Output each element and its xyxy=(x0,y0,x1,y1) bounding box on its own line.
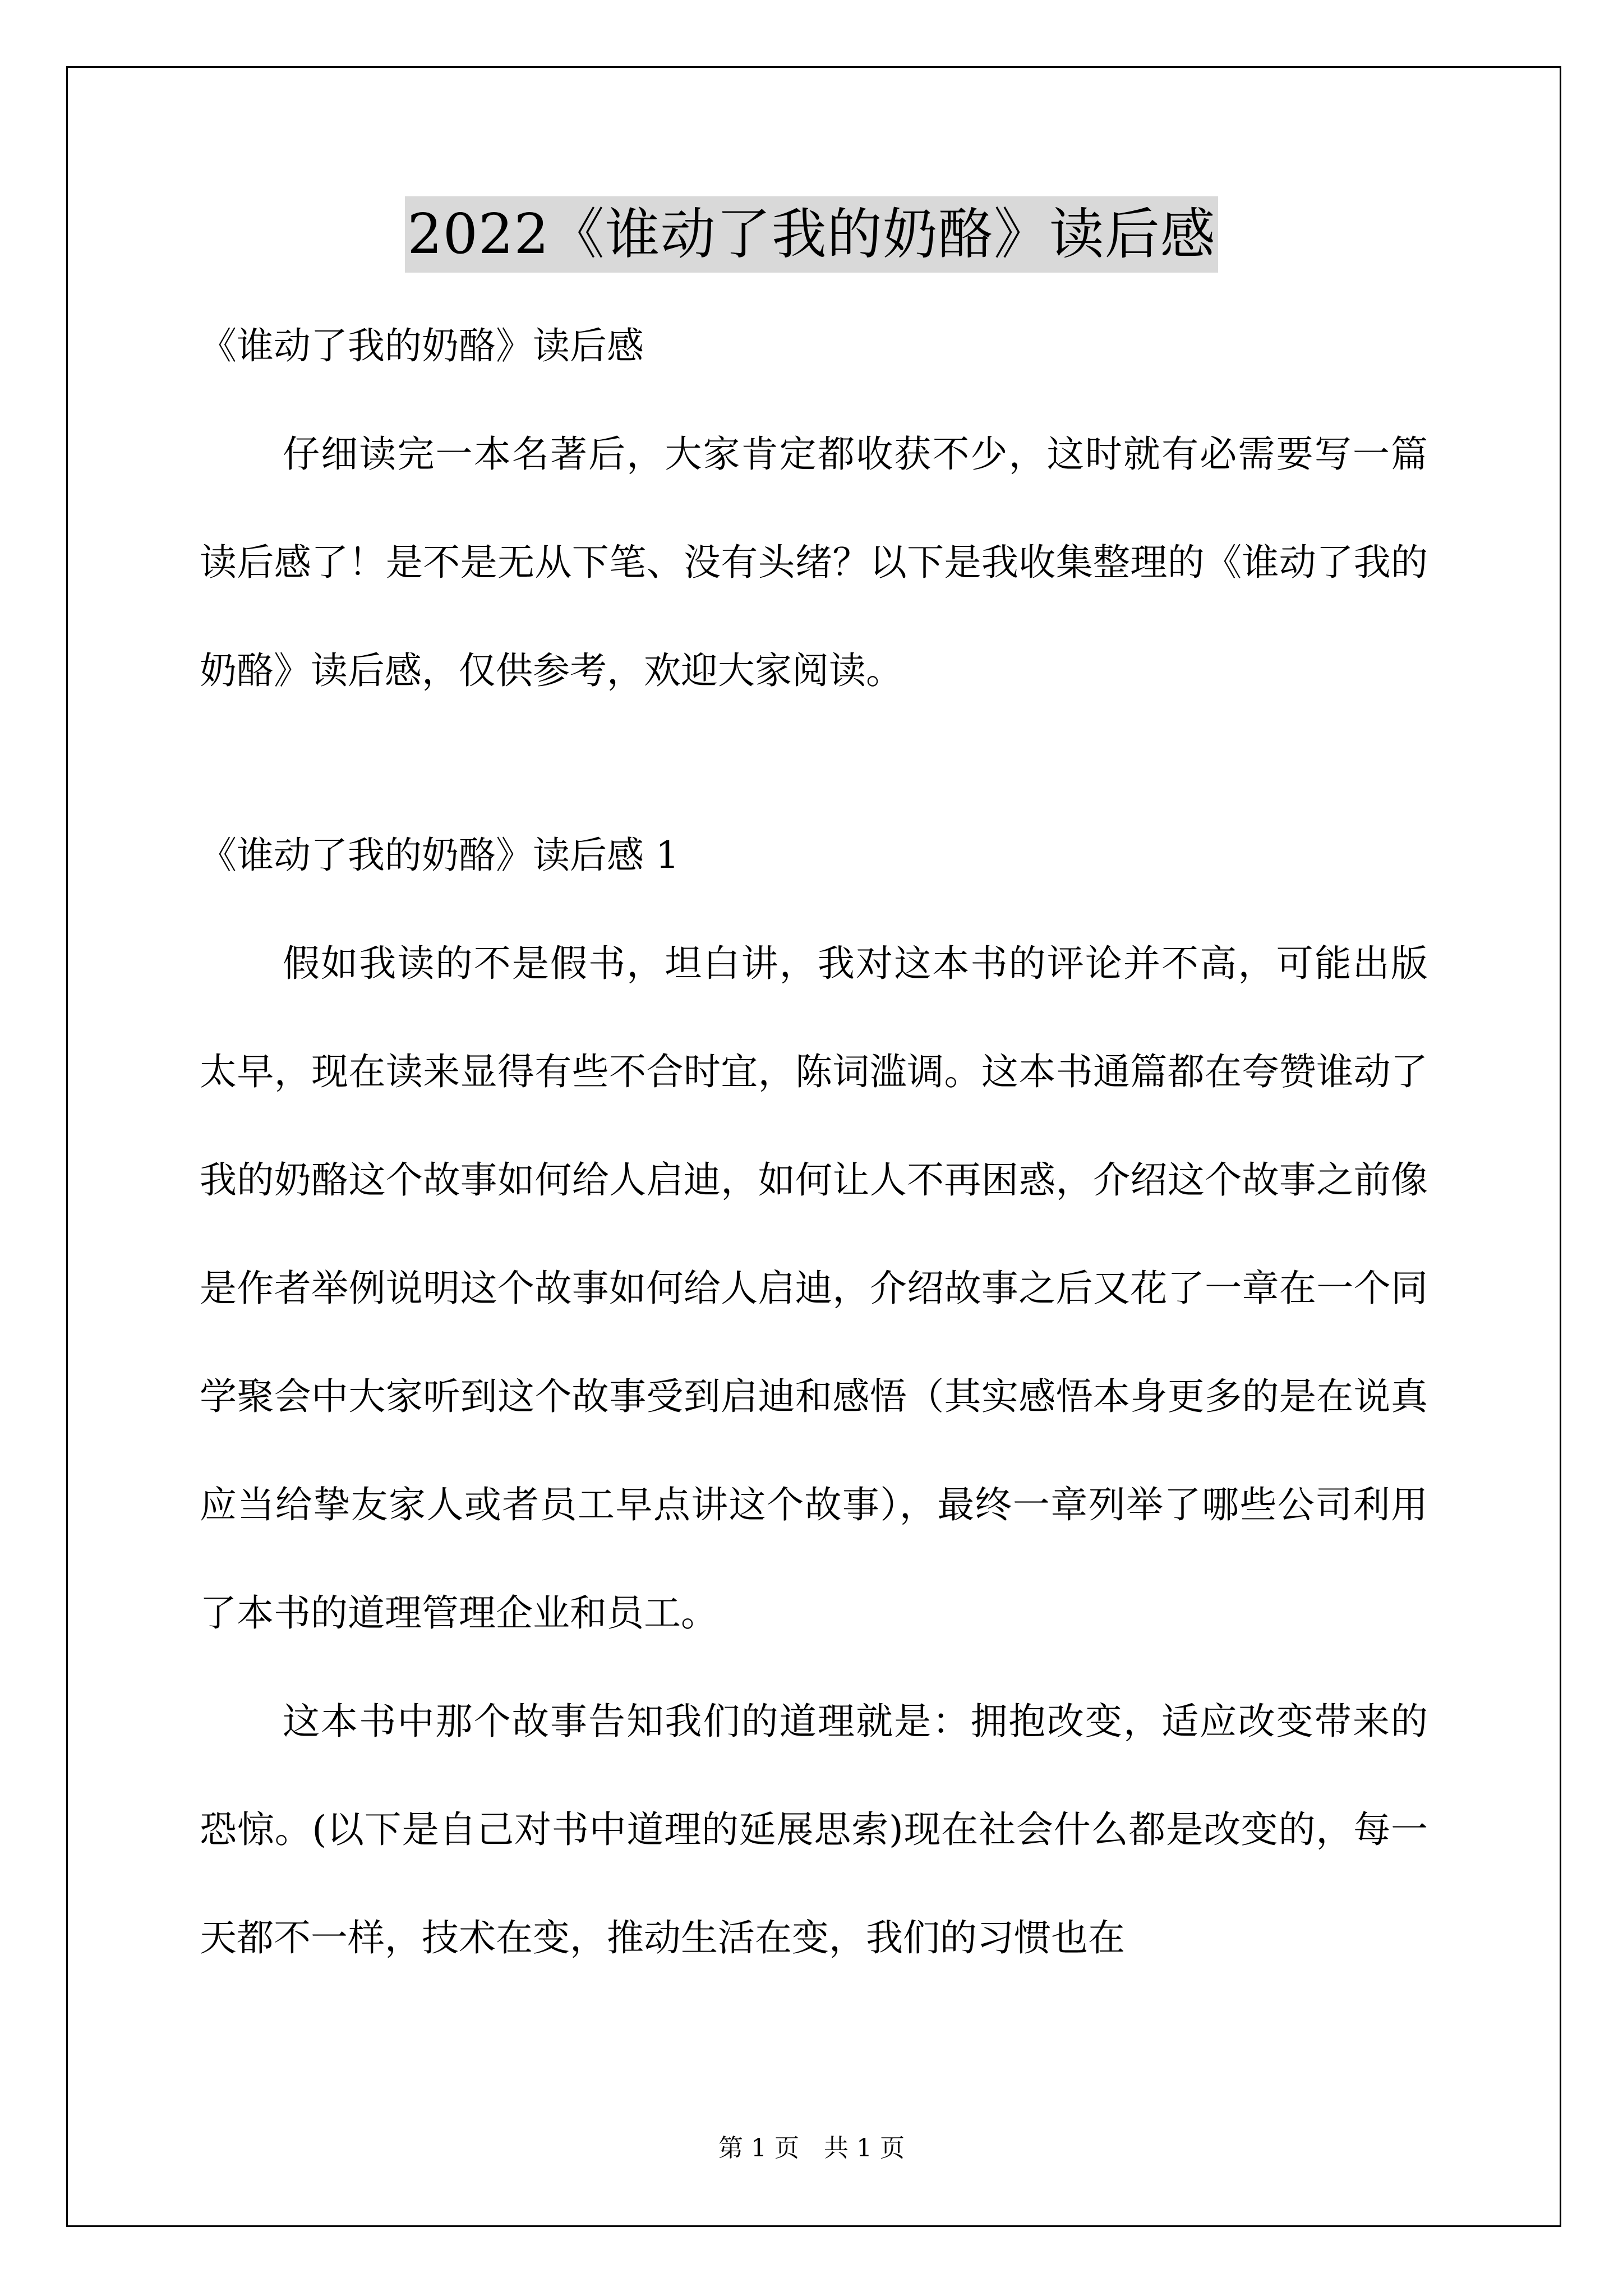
document-subtitle: 《谁动了我的奶酪》读后感 xyxy=(200,324,644,367)
section-heading: 《谁动了我的奶酪》读后感 1 xyxy=(200,834,679,877)
page-number: 第 1 页 共 1 页 xyxy=(718,2134,905,2162)
document-title: 2022《谁动了我的奶酪》读后感 xyxy=(405,196,1218,273)
body-paragraph-1: 假如我读的不是假书，坦白讲，我对这本书的评论并不高，可能出版太早，现在读来显得有些不合时宜，陈词滥调。这本书通篇都在夸赞谁动了我的奶酪这个故事如何给人启迪，如何让人不再困惑，介绍这个故事之前像是作者举例说明这个故事如何给人启迪，介绍故事之后又花了一章在一个同学聚会中大家听到这个故事受到启迪和感悟（其实感悟本身更多的是在说真应当给挚友家人或者员工早点讲这个故事），最终一章列举了哪些公司利用了本书的道理管理企业和员工。 xyxy=(200,942,1428,1635)
document-body xyxy=(200,292,1428,1992)
body-paragraph-2: 这本书中那个故事告知我们的道理就是：拥抱改变，适应改变带来的恐惊。(以下是自己对书中道理的延展思索)现在社会什么都是改变的，每一天都不一样，技术在变，推动生活在变，我们的习惯也在 xyxy=(200,1700,1428,1959)
intro-paragraph: 仔细读完一本名著后，大家肯定都收获不少，这时就有必需要写一篇读后感了！是不是无从下笔、没有头绪？以下是我收集整理的《谁动了我的奶酪》读后感，仅供参考，欢迎大家阅读。 xyxy=(200,432,1428,692)
title-container xyxy=(0,196,1623,273)
section-spacer xyxy=(200,725,1428,801)
page-footer xyxy=(0,2132,1623,2165)
